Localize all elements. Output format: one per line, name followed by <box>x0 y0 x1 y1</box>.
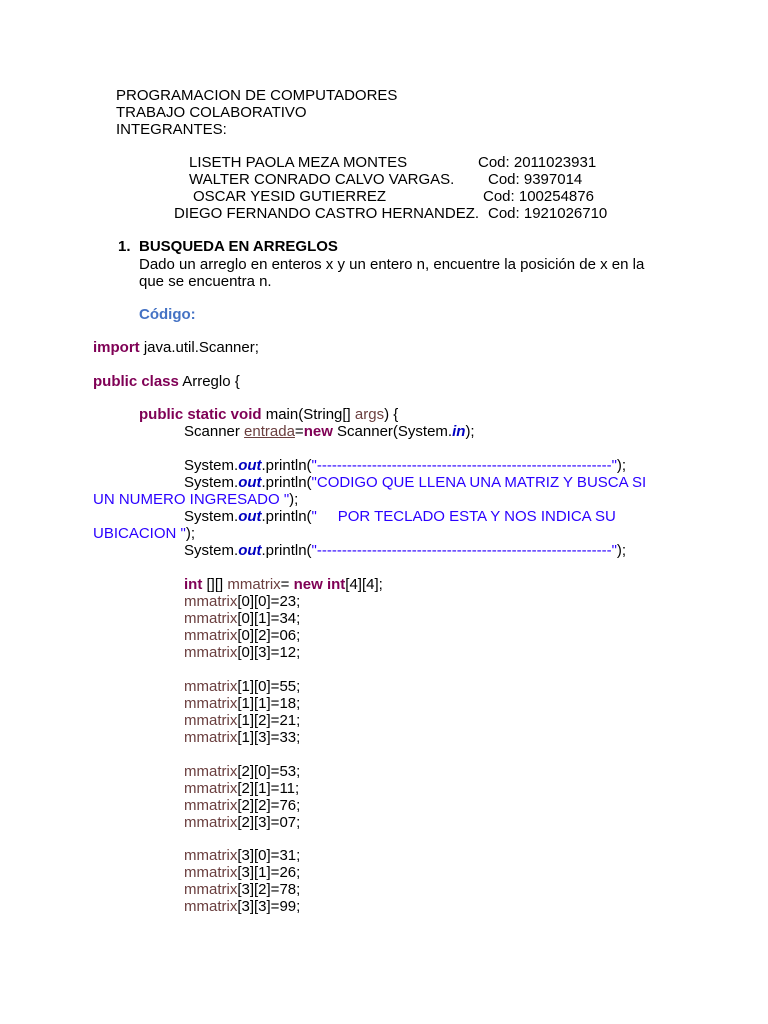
code-line-scanner: Scanner entrada=new Scanner(System.in); <box>184 423 475 440</box>
code-line-println: System.out.println("-----------------------------------------------------------"); <box>184 457 627 474</box>
code-heading: Código: <box>139 306 196 323</box>
code-line-println: System.out.println("CODIGO QUE LLENA UNA MATRIZ Y BUSCA SI <box>184 474 647 491</box>
code-line-assign: mmatrix[3][3]=99; <box>184 898 301 915</box>
code-line-assign: mmatrix[3][2]=78; <box>184 881 301 898</box>
code-line-println-cont: UN NUMERO INGRESADO "); <box>93 491 299 508</box>
member-code: Cod: 2011023931 <box>478 154 597 171</box>
member-code: Cod: 100254876 <box>483 188 594 205</box>
code-line-assign: mmatrix[0][3]=12; <box>184 644 301 661</box>
member-name: LISETH PAOLA MEZA MONTES <box>189 154 408 171</box>
member-code: Cod: 1921026710 <box>488 205 608 222</box>
code-line-assign: mmatrix[0][1]=34; <box>184 610 301 627</box>
code-line-assign: mmatrix[0][2]=06; <box>184 627 301 644</box>
assignment-title: TRABAJO COLABORATIVO <box>116 104 307 121</box>
section-number: 1. <box>118 238 131 255</box>
member-name: OSCAR YESID GUTIERREZ <box>193 188 387 205</box>
code-line-class: public class Arreglo { <box>93 373 240 390</box>
section-description: que se encuentra n. <box>139 273 272 290</box>
code-line-declaration: int [][] mmatrix= new int[4][4]; <box>184 576 383 593</box>
code-line-assign: mmatrix[2][3]=07; <box>184 814 301 831</box>
code-line-assign: mmatrix[1][1]=18; <box>184 695 301 712</box>
code-line-println: System.out.println(" POR TECLADO ESTA Y NOS INDICA SU <box>184 508 616 525</box>
section-description: Dado un arreglo en enteros x y un entero n, encuentre la posición de x en la <box>139 256 645 273</box>
section-title: BUSQUEDA EN ARREGLOS <box>139 238 338 255</box>
code-line-assign: mmatrix[1][3]=33; <box>184 729 301 746</box>
code-line-assign: mmatrix[2][1]=11; <box>184 780 300 797</box>
member-name: DIEGO FERNANDO CASTRO HERNANDEZ. <box>174 205 480 222</box>
code-line-main: public static void main(String[] args) { <box>139 406 399 423</box>
member-name: WALTER CONRADO CALVO VARGAS. <box>189 171 455 188</box>
members-label: INTEGRANTES: <box>116 121 227 138</box>
code-line-println: System.out.println("-----------------------------------------------------------"); <box>184 542 627 559</box>
code-line-assign: mmatrix[1][0]=55; <box>184 678 301 695</box>
code-line-import: import java.util.Scanner; <box>93 339 259 356</box>
member-code: Cod: 9397014 <box>488 171 583 188</box>
code-line-assign: mmatrix[1][2]=21; <box>184 712 301 729</box>
code-line-println-cont: UBICACION "); <box>93 525 196 542</box>
code-line-assign: mmatrix[3][0]=31; <box>184 847 301 864</box>
code-line-assign: mmatrix[2][2]=76; <box>184 797 301 814</box>
code-line-assign: mmatrix[0][0]=23; <box>184 593 301 610</box>
code-line-assign: mmatrix[3][1]=26; <box>184 864 301 881</box>
code-line-assign: mmatrix[2][0]=53; <box>184 763 301 780</box>
course-title: PROGRAMACION DE COMPUTADORES <box>116 87 398 104</box>
